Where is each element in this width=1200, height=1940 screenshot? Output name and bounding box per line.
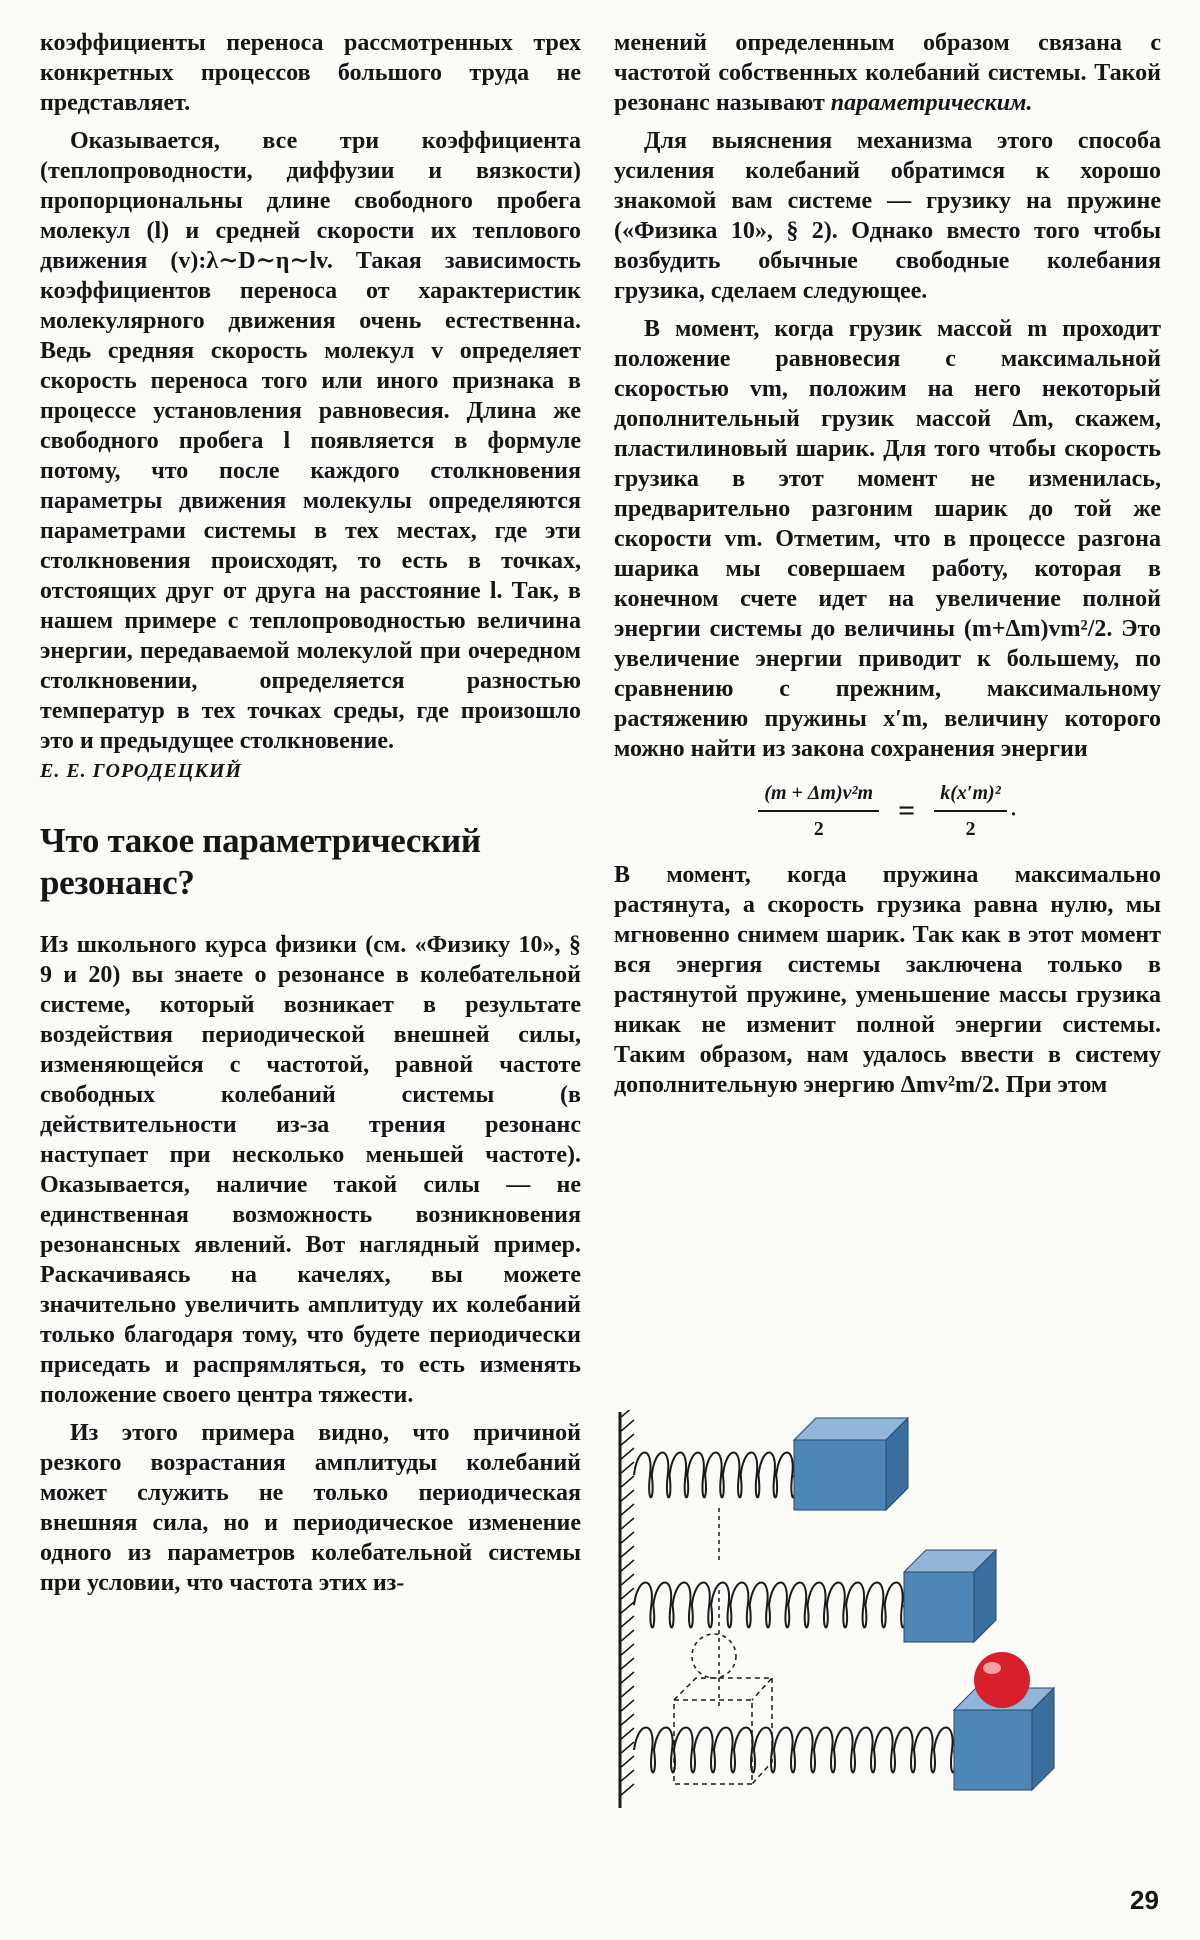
- author-signature: Е. Е. ГОРОДЕЦКИЙ: [40, 760, 243, 782]
- formula-denominator: 2: [965, 818, 976, 840]
- dashed-ball-outline: [692, 1634, 736, 1678]
- formula-left-fraction: [758, 778, 879, 844]
- spring-top: [634, 1453, 795, 1498]
- formula-right-fraction: [934, 778, 1007, 844]
- formula-numerator: k(x′m)²: [934, 778, 1007, 812]
- paragraph: Из этого примера видно, что причиной резкого возрастания амплитуды колебаний может служить не только периодическая внешняя сила, но и периодическое изменение одного из параметров колебательной системы при условии, что частота этих из-: [40, 1420, 581, 1596]
- right-column: [614, 28, 1161, 1100]
- page-number: 29: [1130, 1885, 1159, 1915]
- paragraph: Оказывается, все три коэффициента (теплопроводности, диффузии и вязкости) пропорциональны длине свободного пробега молекул (l) и средней скорости их теплового движения (v):λ∼D∼η∼lv. Такая зависимость коэффициентов переноса от характеристик молекулярного движения очень естественна. Ведь средняя скорость молекул v определяет скорость переноса того или иного признака в процессе установления равновесия. Длина же свободного пробега l появляется в формуле потому, что после каждого столкновения параметры движения молекулы определяются параметрами системы в тех местах, где эти столкновения происходят, то есть в точках, отстоящих друг от друга на расстояние l. Так, в нашем примере с теплопроводностью величина энергии, передаваемой молекулой при очередном столкновении, определяется разностью температур в тех точках среды, где произошло это и предыдущее столкновение.: [40, 128, 581, 754]
- spring-mass-illustration: [614, 1410, 1174, 1810]
- formula-equals: =: [898, 794, 916, 827]
- wall: [620, 1410, 634, 1808]
- paragraph: Из школьного курса физики (см. «Физику 10», § 9 и 20) вы знаете о резонансе в колебательной системе, который возникает в результате воздействия периодической внешней силы, изменяющейся с частотой, равной частоте свободных колебаний системы (в действительности из-за трения резонанс наступает при несколько меньшей частоте). Оказывается, наличие такой силы — не единственная возможность возникновения резонансных явлений. Вот наглядный пример. Раскачиваясь на качелях, вы можете значительно увеличить амплитуду их колебаний только благодаря тому, что будете периодически приседать и распрямляться, то есть изменять положение своего центра тяжести.: [40, 932, 581, 1408]
- paragraph: В момент, когда пружина максимально растянута, а скорость грузика равна нулю, мы мгновенно снимем шарик. Так как в этот момент вся энергия системы заключена только в растянутой пружине, уменьшение массы грузика никак не изменит полной энергии системы. Таким образом, нам удалось ввести в систему дополнительную энергию Δmv²m/2. При этом: [614, 862, 1161, 1098]
- paragraph: Для выяснения механизма этого способа усиления колебаний обратимся к хорошо знакомой вам системе — грузику на пружине («Физика 10», § 2). Однако вместо того чтобы возбудить обычные свободные колебания грузика, сделаем следующее.: [614, 128, 1161, 304]
- paragraph-text: менений определенным образом связана с частотой собственных колебаний системы. Такой резонанс называют: [614, 30, 1161, 116]
- weight-cube-middle: [904, 1550, 996, 1642]
- left-column: [40, 28, 581, 1598]
- spring-bottom: [634, 1728, 955, 1773]
- term-emphasis: параметрическим.: [830, 90, 1033, 116]
- paragraph: В момент, когда грузик массой m проходит положение равновесия с максимальной скоростью vm, положим на него некоторый дополнительный грузик массой Δm, скажем, пластилиновый шарик. Для того чтобы скорость грузика в этот момент не изменилась, предварительно разгоним шарик до той же скорости vm. Отметим, что в процессе разгона шарика мы совершаем работу, которая в конечном счете идет на увеличение полной энергии системы до величины (m+Δm)vm²/2. Это увеличение энергии приводит к большему, по сравнению с прежним, максимальному растяжению пружины x′m, величину которого можно найти из закона сохранения энергии: [614, 316, 1161, 762]
- weight-cube-top: [794, 1418, 908, 1510]
- dashed-cube-outline: [674, 1678, 772, 1784]
- plasticine-ball: [974, 1652, 1030, 1708]
- spring-middle: [634, 1583, 905, 1628]
- paragraph: [614, 28, 1161, 118]
- paragraph: коэффициенты переноса рассмотренных трех конкретных процессов большого труда не представляет.: [40, 30, 581, 116]
- formula-period: .: [1011, 798, 1017, 821]
- formula-numerator: (m + Δm)v²m: [758, 778, 879, 812]
- energy-conservation-formula: [614, 778, 1161, 844]
- section-heading: Что такое параметрический резонанс?: [40, 821, 481, 902]
- formula-denominator: 2: [813, 818, 824, 840]
